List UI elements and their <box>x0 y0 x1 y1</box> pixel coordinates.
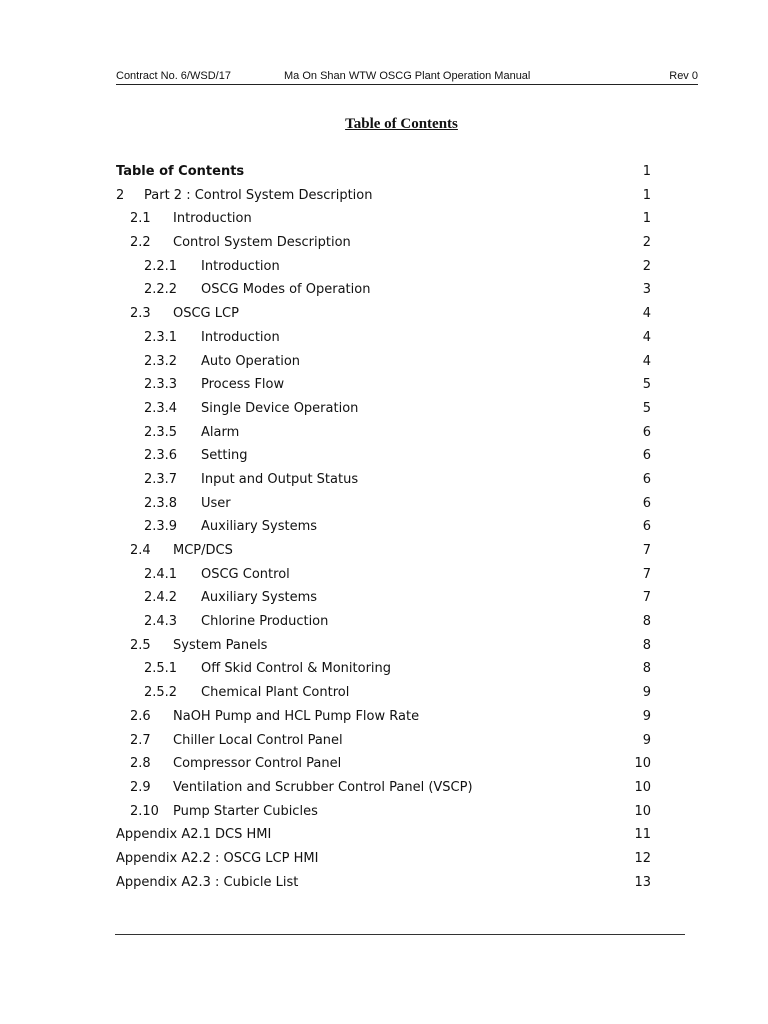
table-of-contents <box>116 161 656 895</box>
toc-entry-number: 2.6 <box>130 708 151 724</box>
toc-entry-title: Compressor Control Panel <box>173 756 342 772</box>
toc-entry-number: 2.3.8 <box>144 495 178 511</box>
toc-entry-title: MCP/DCS <box>173 543 233 558</box>
toc-entry-title: Auxiliary Systems <box>201 590 318 606</box>
toc-entry-title: Introduction <box>173 211 252 227</box>
toc-entry[interactable] <box>116 777 656 801</box>
toc-entry[interactable] <box>116 185 656 209</box>
toc-entry-number: 2.3.1 <box>144 329 178 345</box>
toc-entry-title: Appendix A2.2 : OSCG LCP HMI <box>116 850 319 866</box>
toc-entry-title: Appendix A2.1 DCS HMI <box>116 827 272 843</box>
toc-entry-title: Chlorine Production <box>201 614 329 630</box>
toc-entry-page: 2 <box>642 258 651 274</box>
toc-entry-title: OSCG LCP <box>173 306 239 322</box>
toc-entry-number: 2.7 <box>130 732 151 748</box>
toc-entry-page: 11 <box>634 827 651 843</box>
toc-entry-page: 1 <box>642 211 651 227</box>
toc-entry-page: 8 <box>642 637 651 653</box>
toc-entry-title: Off Skid Control & Monitoring <box>201 661 392 677</box>
toc-entry-title: Input and Output Status <box>201 471 359 487</box>
toc-entry-page: 9 <box>642 732 651 748</box>
toc-entry-title: Control System Description <box>173 235 351 251</box>
toc-entry-page: 7 <box>642 590 651 606</box>
toc-entry-page: 7 <box>642 566 651 582</box>
toc-entry-title: Single Device Operation <box>201 400 359 416</box>
toc-entry-number: 2.4.3 <box>144 614 178 630</box>
toc-entry-title: NaOH Pump and HCL Pump Flow Rate <box>173 708 420 724</box>
toc-entry-title: System Panels <box>173 637 268 653</box>
toc-entry-page: 1 <box>642 187 651 203</box>
toc-entry[interactable] <box>116 232 656 256</box>
toc-entry[interactable] <box>116 635 656 659</box>
toc-entry-title: OSCG Modes of Operation <box>201 282 371 298</box>
toc-entry-title: Introduction <box>201 258 280 274</box>
toc-entry[interactable] <box>116 753 656 777</box>
toc-entry-page: 1 <box>642 164 651 179</box>
toc-entry-page: 3 <box>642 282 651 298</box>
toc-entry-page: 4 <box>642 329 651 345</box>
toc-entry-title: Part 2 : Control System Description <box>144 187 373 203</box>
toc-entry[interactable] <box>116 848 656 872</box>
toc-entry[interactable] <box>116 516 656 540</box>
toc-entry-title: OSCG Control <box>201 566 290 582</box>
toc-entry-title: Chemical Plant Control <box>201 685 350 701</box>
toc-entry[interactable] <box>116 374 656 398</box>
toc-entry[interactable] <box>116 398 656 422</box>
toc-entry-number: 2.8 <box>130 756 151 772</box>
toc-entry[interactable] <box>116 469 656 493</box>
toc-entry-page: 10 <box>634 756 651 772</box>
toc-entry-title: Table of Contents <box>116 164 245 179</box>
toc-entry[interactable] <box>116 801 656 825</box>
toc-entry-number: 2.3.6 <box>144 448 178 464</box>
toc-entry[interactable] <box>116 279 656 303</box>
toc-entry-number: 2.2.1 <box>144 258 178 274</box>
toc-entry-page: 6 <box>642 424 651 440</box>
toc-entry-title: Setting <box>201 448 248 464</box>
toc-entry[interactable] <box>116 422 656 446</box>
toc-entry-page: 10 <box>634 803 651 819</box>
toc-entry-title: Ventilation and Scrubber Control Panel (VSCP) <box>173 779 473 795</box>
revision-label: Rev 0 <box>669 70 698 82</box>
toc-entry-number: 2.9 <box>130 779 151 795</box>
toc-entry-number: 2.3.3 <box>144 377 178 393</box>
toc-entry[interactable] <box>116 540 656 564</box>
toc-entry-number: 2 <box>116 187 125 203</box>
toc-entry[interactable] <box>116 730 656 754</box>
toc-entry-page: 5 <box>642 400 651 416</box>
toc-entry-number: 2.2.2 <box>144 282 178 298</box>
toc-entry-number: 2.4.1 <box>144 566 178 582</box>
toc-entry-page: 6 <box>642 495 651 511</box>
toc-entry-title: Auxiliary Systems <box>201 519 318 535</box>
contract-number: Contract No. 6/WSD/17 <box>116 70 231 82</box>
toc-entry-title: Introduction <box>201 329 280 345</box>
toc-entry-page: 4 <box>642 353 651 369</box>
toc-entry-page: 6 <box>642 519 651 535</box>
toc-entry-number: 2.3.2 <box>144 353 178 369</box>
toc-entry-number: 2.2 <box>130 235 151 251</box>
toc-entry-number: 2.5.1 <box>144 661 178 677</box>
toc-entry[interactable] <box>116 824 656 848</box>
toc-entry[interactable] <box>116 303 656 327</box>
toc-entry-number: 2.3.5 <box>144 424 178 440</box>
toc-entry-page: 8 <box>642 614 651 630</box>
manual-title: Ma On Shan WTW OSCG Plant Operation Manual <box>284 70 531 82</box>
toc-entry-title: Process Flow <box>201 377 285 393</box>
toc-entry-number: 2.3 <box>130 306 151 322</box>
toc-entry-page: 5 <box>642 377 651 393</box>
toc-entry-title: Chiller Local Control Panel <box>173 732 343 748</box>
toc-entry-number: 2.3.4 <box>144 400 178 416</box>
toc-entry-number: 2.5 <box>130 637 151 653</box>
toc-entry-page: 9 <box>642 685 651 701</box>
toc-entry[interactable] <box>116 256 656 280</box>
toc-entry-number: 2.1 <box>130 211 151 227</box>
toc-entry-title: User <box>201 495 231 511</box>
toc-entry[interactable] <box>116 658 656 682</box>
toc-entry-page: 13 <box>634 874 651 890</box>
toc-entry-number: 2.5.2 <box>144 685 178 701</box>
toc-entry-page: 2 <box>642 235 651 251</box>
toc-entry[interactable] <box>116 161 656 185</box>
toc-entry[interactable] <box>116 872 656 896</box>
toc-entry-number: 2.10 <box>130 803 159 819</box>
toc-entry[interactable] <box>116 351 656 375</box>
toc-entry[interactable] <box>116 445 656 469</box>
toc-entry-title: Alarm <box>201 424 240 440</box>
footer-divider <box>115 934 685 935</box>
toc-entry[interactable] <box>116 682 656 706</box>
toc-entry[interactable] <box>116 564 656 588</box>
toc-entry-page: 12 <box>634 850 651 866</box>
toc-entry-number: 2.4.2 <box>144 590 178 606</box>
toc-entry-number: 2.3.7 <box>144 471 178 487</box>
toc-entry[interactable] <box>116 611 656 635</box>
toc-entry[interactable] <box>116 587 656 611</box>
page-header <box>116 70 698 85</box>
toc-entry[interactable] <box>116 208 656 232</box>
toc-entry[interactable] <box>116 706 656 730</box>
toc-entry-title: Auto Operation <box>201 353 301 369</box>
toc-entry-page: 4 <box>642 306 651 322</box>
toc-entry[interactable] <box>116 493 656 517</box>
toc-entry-page: 7 <box>642 543 651 558</box>
toc-entry-page: 6 <box>642 471 651 487</box>
toc-entry-page: 10 <box>634 779 651 795</box>
toc-entry-number: 2.3.9 <box>144 519 178 535</box>
toc-entry-title: Pump Starter Cubicles <box>173 803 318 819</box>
toc-entry-page: 9 <box>642 708 651 724</box>
toc-entry-page: 6 <box>642 448 651 464</box>
toc-entry-number: 2.4 <box>130 543 151 558</box>
toc-entry[interactable] <box>116 327 656 351</box>
toc-entry-title: Appendix A2.3 : Cubicle List <box>116 874 299 890</box>
toc-entry-page: 8 <box>642 661 651 677</box>
page-title: Table of Contents <box>345 116 458 132</box>
